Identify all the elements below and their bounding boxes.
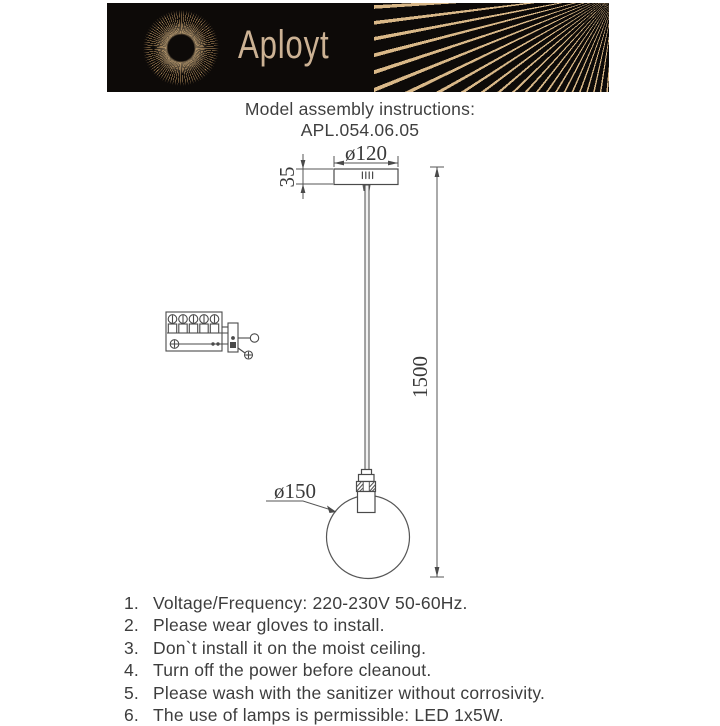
instruction-item (124, 682, 624, 704)
wiring-terminal-diagram (166, 312, 259, 359)
model-number: APL.054.06.05 (300, 120, 420, 140)
dim-canopy-height (275, 154, 333, 199)
instruction-item (124, 637, 624, 659)
instruction-number: 3. (124, 637, 139, 658)
instruction-text: The use of lamps is permissible: LED 1x5W. (153, 705, 504, 726)
dim-label-globe-diameter: ø150 (274, 479, 316, 503)
instruction-number: 5. (124, 682, 139, 703)
instruction-number: 4. (124, 660, 139, 681)
instruction-text: Turn off the power before cleanout. (153, 660, 432, 681)
loop-eyelet-icon (250, 334, 258, 342)
page-title: Model assembly instructions: (244, 99, 476, 119)
brand-logo-text: Aployt (238, 23, 330, 67)
instruction-item (124, 659, 624, 681)
ceiling-canopy (334, 169, 398, 185)
instruction-item (124, 592, 624, 614)
instruction-list (124, 592, 624, 726)
ground-screw-icon (245, 351, 253, 359)
instruction-text: Don`t install it on the moist ceiling. (153, 637, 427, 658)
instruction-item (124, 614, 624, 636)
dim-canopy-diameter (334, 141, 398, 167)
dim-suspension-length (408, 167, 444, 577)
dim-label-suspension-length: 1500 (408, 356, 432, 398)
instruction-item (124, 704, 624, 726)
dim-globe-diameter (266, 479, 337, 513)
instruction-text: Voltage/Frequency: 220-230V 50-60Hz. (153, 593, 468, 613)
instruction-text: Please wear gloves to install. (153, 615, 385, 636)
instruction-number: 6. (124, 705, 139, 726)
suspension-cord (363, 185, 371, 470)
dim-label-canopy-diameter: ø120 (345, 141, 387, 165)
lamp-socket (357, 470, 376, 513)
dim-label-canopy-height: 35 (275, 166, 299, 188)
instruction-number: 2. (124, 615, 139, 636)
instruction-text: Please wash with the sanitizer without corrosivity. (153, 682, 546, 703)
instruction-number: 1. (124, 593, 139, 613)
